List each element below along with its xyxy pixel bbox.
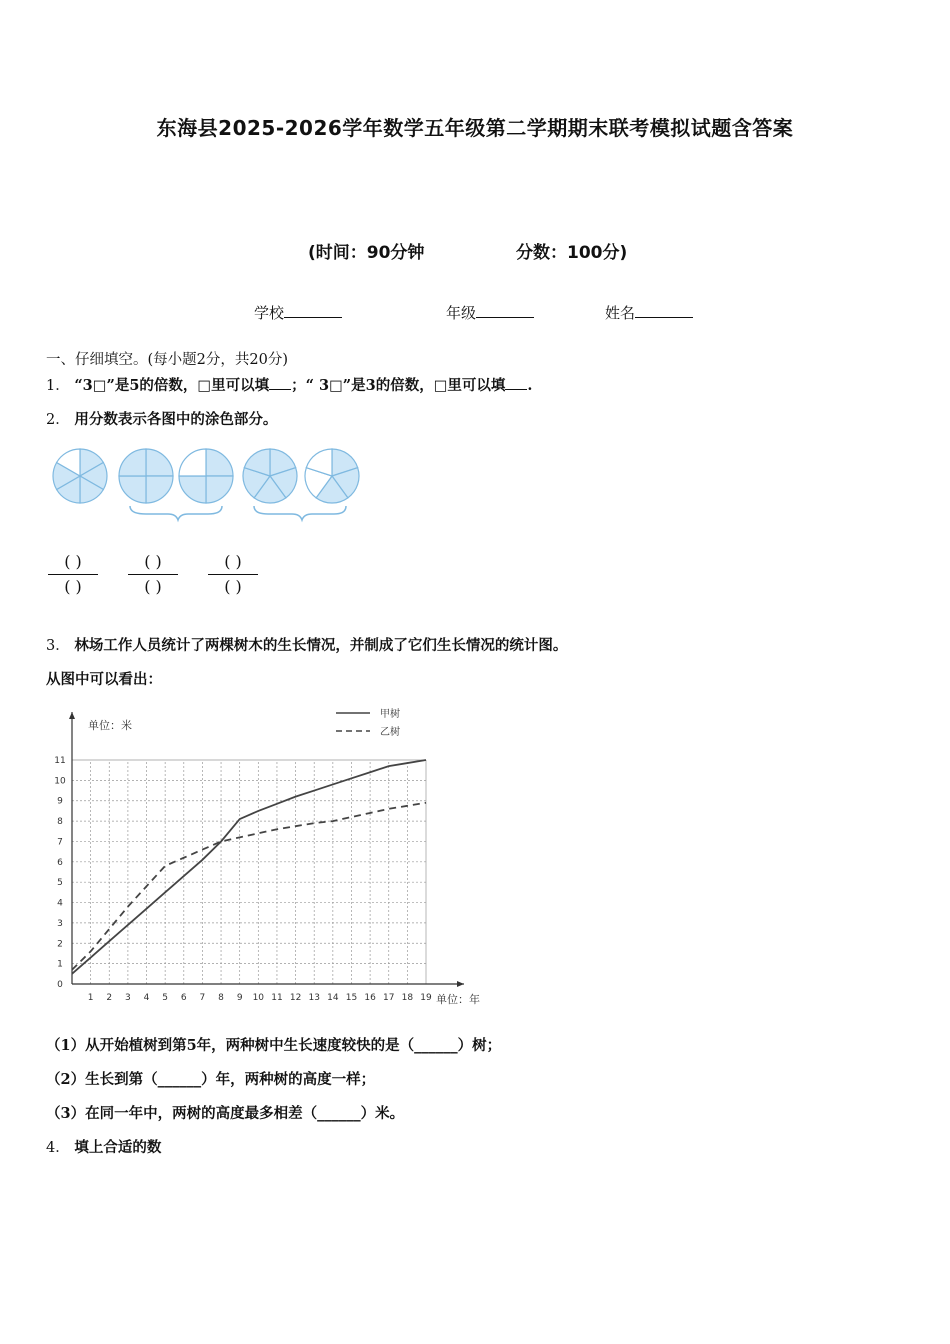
legend-jia: 甲树: [380, 709, 400, 720]
pie-slice: [206, 476, 233, 503]
fraction-denominator[interactable]: ( ): [64, 577, 82, 596]
pie-slice: [119, 449, 146, 476]
y-tick-label: 3: [57, 918, 63, 929]
q1-part2: ；“ 3□”是3的倍数，□里可以填: [291, 377, 506, 394]
exam-score: 分数：100分): [516, 243, 628, 263]
y-tick-label: 6: [57, 857, 63, 868]
x-tick-label: 11: [271, 993, 283, 1003]
y-tick-label: 5: [57, 878, 63, 889]
x-tick-label: 7: [199, 993, 206, 1003]
x-tick-label: 12: [289, 993, 302, 1003]
question-3-sub-1: （1）从开始植树到第5年，两种树中生长速度较快的是（______）树；: [46, 1037, 502, 1054]
section-heading: 一、仔细填空。(每小题2分，共20分): [46, 352, 288, 368]
x-tick-label: 1: [87, 993, 94, 1003]
y-tick-label: 2: [57, 939, 63, 950]
pie-1: [53, 449, 107, 503]
pie-figures: [46, 444, 366, 524]
x-axis-arrow: [457, 981, 464, 987]
q1-blank-1[interactable]: [269, 377, 291, 390]
x-tick-label: 9: [236, 993, 243, 1003]
fraction-numerator[interactable]: ( ): [224, 552, 242, 571]
y-tick-label: 4: [57, 898, 63, 909]
question-2: [46, 410, 277, 430]
question-text: 用分数表示各图中的涂色部分。: [74, 411, 278, 428]
y-tick-label: 0: [57, 980, 63, 990]
name-label: 姓名: [605, 304, 636, 322]
series-line-jia: [72, 760, 426, 974]
pie-4: [243, 449, 297, 503]
x-tick-label: 10: [252, 993, 265, 1003]
growth-chart: [46, 700, 496, 1016]
grade-label: 年级: [446, 304, 477, 322]
y-tick-label: 11: [54, 756, 66, 766]
x-tick-label: 3: [125, 993, 131, 1003]
pie-5: [305, 449, 359, 503]
pie-slice: [179, 449, 206, 476]
pie-slice: [146, 476, 173, 503]
q1-part3: .: [527, 377, 533, 394]
y-tick-label: 8: [57, 817, 63, 828]
fraction-answer-3[interactable]: [206, 550, 260, 600]
pie-3: [179, 449, 233, 503]
fraction-denominator[interactable]: ( ): [224, 577, 242, 596]
x-tick-label: 5: [162, 993, 169, 1003]
question-number: 4．: [46, 1140, 70, 1156]
question-text: 林场工作人员统计了两棵树木的生长情况，并制成了它们生长情况的统计图。: [74, 637, 568, 654]
chart-grid: [72, 760, 426, 984]
chart-series: [72, 760, 426, 974]
question-4: [46, 1138, 161, 1158]
pie-2: [119, 449, 173, 503]
grade-field: [446, 302, 534, 323]
x-tick-label: 8: [218, 993, 224, 1003]
fraction-denominator[interactable]: ( ): [144, 577, 162, 596]
x-tick-label: 17: [383, 993, 395, 1003]
y-tick-label: 7: [57, 837, 63, 848]
fraction-answer-1[interactable]: [46, 550, 100, 600]
x-tick-label: 15: [345, 993, 358, 1003]
x-tick-label: 13: [308, 993, 320, 1003]
question-1: [46, 376, 532, 396]
pie-slice: [179, 476, 206, 503]
brace-right: [254, 506, 346, 520]
brace-left: [130, 506, 222, 520]
grade-blank[interactable]: [476, 303, 534, 318]
x-tick-label: 18: [401, 993, 414, 1003]
x-tick-label: 16: [364, 993, 376, 1003]
page-title: 东海县2025-2026学年数学五年级第二学期期末联考模拟试题含答案: [156, 116, 794, 140]
fraction-numerator[interactable]: ( ): [64, 552, 82, 571]
y-tick-label: 10: [54, 776, 66, 787]
exam-time: (时间：90分钟: [308, 243, 425, 263]
chart-axes: [69, 712, 464, 987]
question-intro: 从图中可以看出：: [46, 671, 162, 688]
q1-part1: “3□”是5的倍数，□里可以填: [74, 377, 270, 394]
x-tick-label: 19: [420, 993, 432, 1003]
series-line-yi: [72, 803, 426, 970]
school-field: [254, 302, 342, 323]
question-text: 填上合适的数: [74, 1139, 162, 1156]
fraction-answer-2[interactable]: [126, 550, 180, 600]
pie-slice: [119, 476, 146, 503]
y-axis-arrow: [69, 712, 75, 719]
y-tick-label: 9: [57, 796, 63, 807]
x-tick-label: 4: [143, 993, 150, 1003]
x-tick-label: 14: [327, 993, 339, 1003]
pie-slice: [206, 449, 233, 476]
q1-blank-2[interactable]: [505, 377, 527, 390]
x-tick-label: 2: [106, 993, 113, 1003]
question-3: [46, 636, 567, 656]
question-3-sub-3: （3）在同一年中，两树的高度最多相差（______）米。: [46, 1105, 405, 1122]
pie-slice: [146, 449, 173, 476]
chart-ticks: [54, 756, 432, 1003]
legend-yi: 乙树: [380, 727, 400, 738]
school-blank[interactable]: [284, 303, 342, 318]
question-3-sub-2: （2）生长到第（______）年，两种树的高度一样；: [46, 1071, 376, 1088]
name-blank[interactable]: [635, 303, 693, 318]
school-label: 学校: [254, 304, 285, 322]
question-number: 3．: [46, 638, 70, 654]
x-axis-label: 单位：年: [436, 993, 480, 1006]
question-number: 1．: [46, 378, 70, 394]
x-tick-label: 6: [180, 993, 187, 1003]
question-number: 2．: [46, 412, 70, 428]
y-axis-label: 单位：米: [88, 719, 132, 732]
fraction-numerator[interactable]: ( ): [144, 552, 162, 571]
y-tick-label: 1: [57, 959, 63, 970]
name-field: [605, 302, 693, 323]
